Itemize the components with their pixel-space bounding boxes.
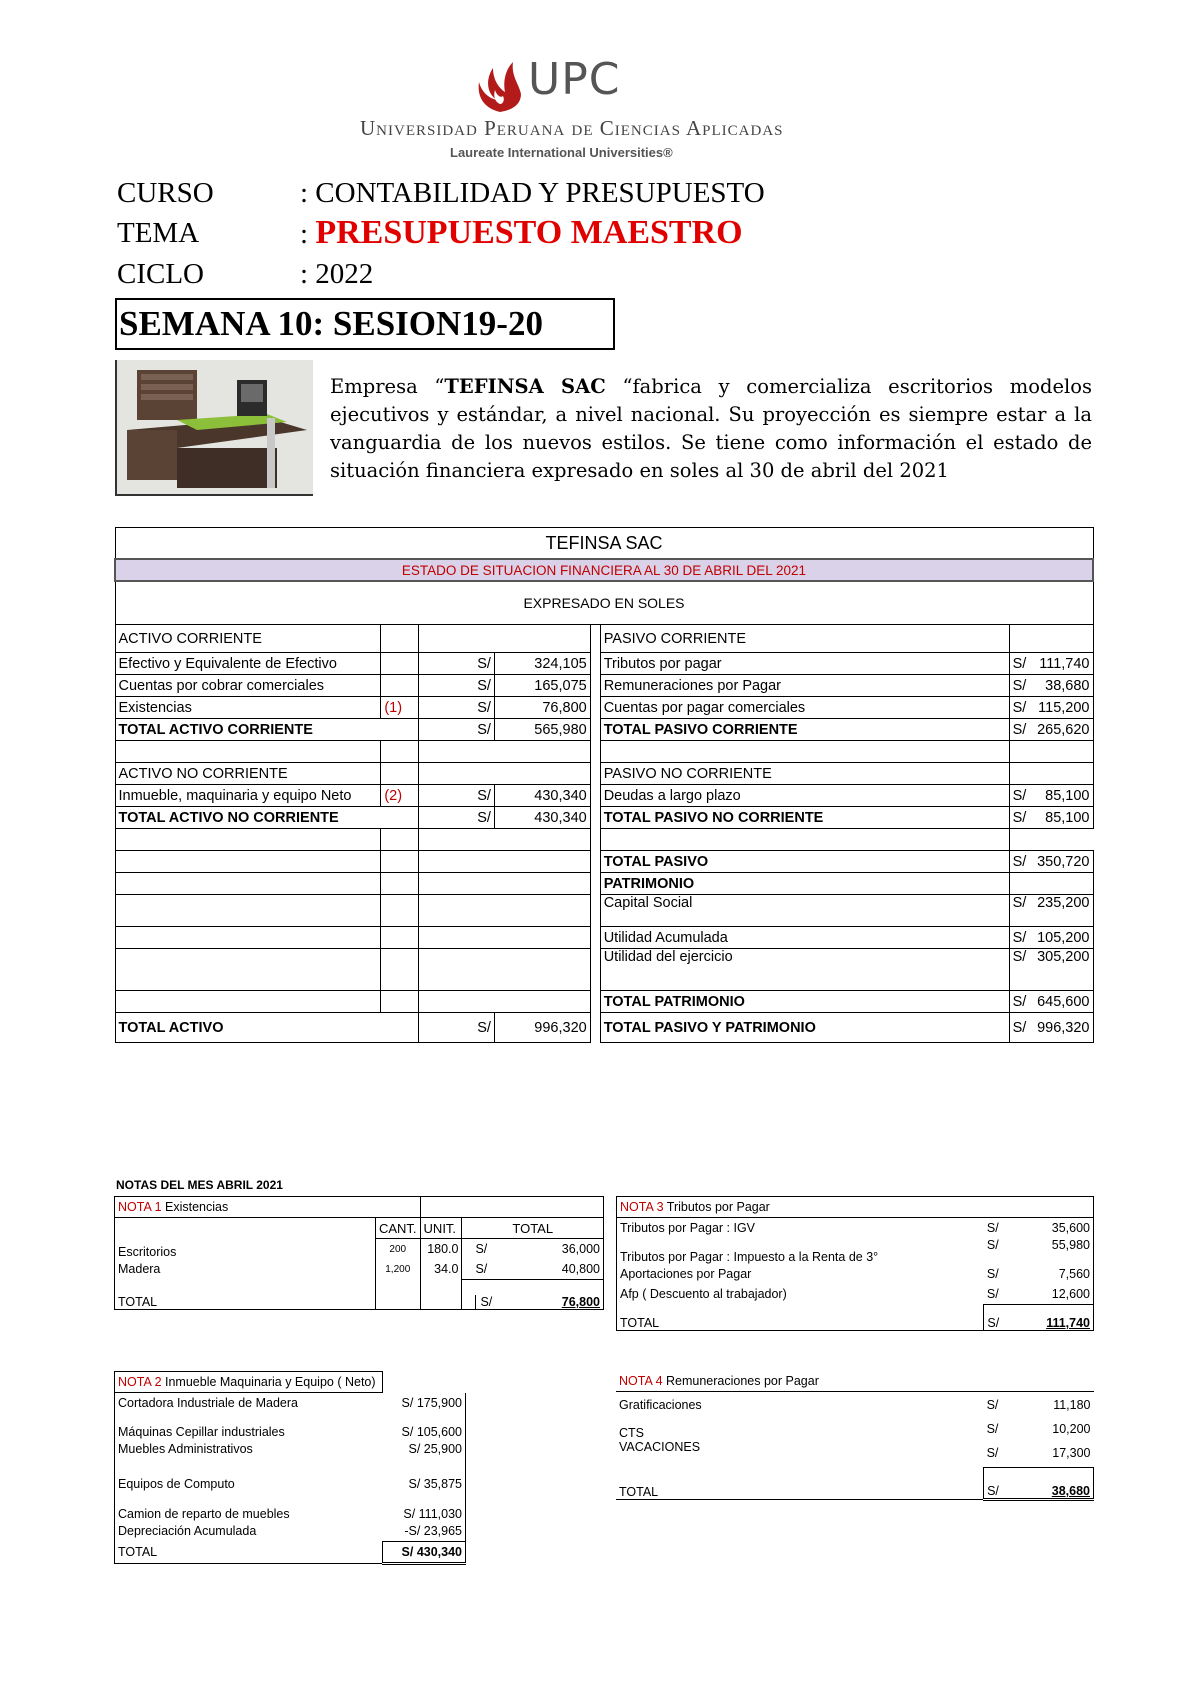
nota1-item-total: 36,000 xyxy=(561,1242,600,1256)
semana-title: SEMANA 10: SESION19-20 xyxy=(115,298,615,350)
nota1-col-cant: CANT. xyxy=(375,1218,420,1239)
currency: S/ xyxy=(986,1267,999,1281)
total-pasivo-label: TOTAL PASIVO xyxy=(600,851,1009,873)
total-pp-cell xyxy=(1009,1013,1093,1043)
nota3-table xyxy=(616,1196,1094,1331)
currency: S/ xyxy=(987,1316,1000,1330)
total-anc-value: 430,340 xyxy=(494,807,590,829)
bs-row xyxy=(115,653,1093,675)
nota2-row xyxy=(115,1413,466,1439)
university-name: Universidad Peruana de Ciencias Aplicadas xyxy=(360,116,784,140)
nota1-item-cant: 200 xyxy=(375,1239,420,1260)
currency: S/ xyxy=(475,1295,492,1309)
nota3-row xyxy=(617,1218,1094,1239)
upc-logo-text: UPC xyxy=(528,54,621,105)
intro-part2: “fabrica y comercializa escritorios modelos ejecutivos y estándar, a nivel nacional. Su proyección es siempre estar a la vanguardia de los nuevos estilos. Se tiene como información el estado de situación financiera expresado en soles al 30 de abril del 2021 xyxy=(330,375,1092,482)
liability-value: 115,200 xyxy=(1038,699,1090,716)
pasivo-corriente-heading: PASIVO CORRIENTE xyxy=(600,625,1009,653)
nota4-item-value: 17,300 xyxy=(1052,1446,1091,1461)
util-acum-label: Utilidad Acumulada xyxy=(600,927,1009,949)
currency: S/ xyxy=(475,1262,488,1276)
nota4-item-label: CTS xyxy=(619,1425,644,1440)
nota1-item-unit: 180.0 xyxy=(420,1239,462,1260)
intro-paragraph xyxy=(330,373,1092,485)
currency: S/ xyxy=(1012,809,1027,826)
nota1-title: Existencias xyxy=(161,1200,229,1214)
patrimonio-heading: PATRIMONIO xyxy=(600,873,1009,895)
nota2-item-value: S/ 25,900 xyxy=(382,1439,465,1459)
currency: S/ xyxy=(1012,787,1027,804)
nota2-item-label: Muebles Administrativos xyxy=(115,1439,383,1459)
nota1-tag: NOTA 1 xyxy=(118,1200,162,1214)
laureate-text: Laureate International Universities® xyxy=(450,145,673,160)
nota4-item-cell xyxy=(984,1392,1094,1418)
nota3-row xyxy=(617,1284,1094,1305)
nota4-title: Remuneraciones por Pagar xyxy=(662,1374,819,1388)
total-ac-label: TOTAL ACTIVO CORRIENTE xyxy=(115,719,419,741)
currency: S/ xyxy=(986,1421,999,1436)
currency: S/ xyxy=(986,1446,999,1461)
deudas-label: Deudas a largo plazo xyxy=(600,785,1009,807)
liability-cell xyxy=(1009,697,1093,719)
activo-no-corriente-heading: ACTIVO NO CORRIENTE xyxy=(115,763,381,785)
currency: S/ xyxy=(1012,677,1027,694)
pasivo-no-corriente-heading: PASIVO NO CORRIENTE xyxy=(600,763,1009,785)
currency: S/ xyxy=(1012,721,1027,738)
total-pnc-value: 85,100 xyxy=(1045,809,1090,826)
liability-value: 38,680 xyxy=(1045,677,1090,694)
asset-label: Existencias xyxy=(115,697,381,719)
total-patrimonio-label: TOTAL PATRIMONIO xyxy=(600,991,1009,1013)
nota1-row xyxy=(115,1259,604,1280)
liability-cell xyxy=(1009,653,1093,675)
nota3-item-cell xyxy=(984,1218,1094,1239)
imc-note: (2) xyxy=(381,785,419,807)
bs-total-row xyxy=(115,719,1093,741)
nota1-table xyxy=(114,1196,604,1310)
nota4-item-value: 11,180 xyxy=(1053,1397,1091,1412)
nota4-item-cell xyxy=(984,1440,1094,1468)
office-desk-photo xyxy=(115,360,313,496)
notes-header: NOTAS DEL MES ABRIL 2021 xyxy=(116,1178,283,1192)
curso-label: CURSO xyxy=(117,177,214,209)
nota1-item-total: 40,800 xyxy=(561,1262,600,1276)
nota3-total-label: TOTAL xyxy=(617,1305,984,1331)
currency: S/ xyxy=(1012,929,1027,946)
nota3-item-value: 55,980 xyxy=(1051,1238,1090,1252)
currency: S/ xyxy=(986,1238,999,1252)
nota2-item-value: S/ 111,030 xyxy=(382,1491,465,1521)
nota2-item-label: Camion de reparto de muebles xyxy=(115,1491,383,1521)
total-pasivo-value: 350,720 xyxy=(1037,853,1090,870)
nota2-item-label: Máquinas Cepillar industriales xyxy=(115,1413,383,1439)
currency: S/ xyxy=(1012,1019,1027,1036)
total-patrimonio-value: 645,600 xyxy=(1037,993,1090,1010)
nota2-item-label: Depreciación Acumulada xyxy=(115,1521,383,1542)
currency: S/ xyxy=(419,653,495,675)
nota3-heading xyxy=(617,1197,1094,1218)
nota2-row xyxy=(115,1459,466,1491)
asset-note: (1) xyxy=(381,697,419,719)
nota1-heading xyxy=(115,1197,421,1218)
bs-row xyxy=(115,697,1093,719)
nota2-row xyxy=(115,1491,466,1521)
liability-label: Remuneraciones por Pagar xyxy=(600,675,1009,697)
currency: S/ xyxy=(1012,853,1027,870)
nota1-col-unit: UNIT. xyxy=(420,1218,462,1239)
total-activo-label: TOTAL ACTIVO xyxy=(115,1013,419,1043)
asset-value: 324,105 xyxy=(494,653,590,675)
nota1-item-total-cell xyxy=(462,1239,604,1260)
asset-note xyxy=(381,653,419,675)
currency: S/ xyxy=(419,807,495,829)
asset-label: Efectivo y Equivalente de Efectivo xyxy=(115,653,381,675)
nota1-item-cant: 1,200 xyxy=(375,1259,420,1280)
nota1-total-cell xyxy=(462,1280,604,1310)
currency: S/ xyxy=(1012,699,1027,716)
nota4-row xyxy=(616,1418,1094,1440)
nota2-item-label: Cortadora Industriale de Madera xyxy=(115,1393,383,1414)
nota2-item-value: -S/ 23,965 xyxy=(382,1521,465,1542)
nota3-item-cell xyxy=(984,1238,1094,1264)
tema-label: TEMA xyxy=(117,217,200,249)
liability-label: Tributos por pagar xyxy=(600,653,1009,675)
total-pasivo-cell xyxy=(1009,851,1093,873)
nota2-table xyxy=(114,1371,466,1565)
intro-part1: Empresa “ xyxy=(330,375,445,398)
nota3-row xyxy=(617,1238,1094,1264)
util-ej-cell xyxy=(1009,949,1093,991)
nota4-item-value: 10,200 xyxy=(1052,1421,1091,1436)
currency: S/ xyxy=(986,1397,999,1412)
liability-value: 111,740 xyxy=(1039,655,1090,672)
total-pp-value: 996,320 xyxy=(1037,1019,1090,1036)
nota3-title: Tributos por Pagar xyxy=(663,1200,770,1214)
total-pc-cell xyxy=(1009,719,1093,741)
total-pp-label: TOTAL PASIVO Y PATRIMONIO xyxy=(600,1013,1009,1043)
total-pc-label: TOTAL PASIVO CORRIENTE xyxy=(600,719,1009,741)
nota2-row xyxy=(115,1521,466,1542)
nota4-tag: NOTA 4 xyxy=(619,1374,663,1388)
capital-cell xyxy=(1009,895,1093,927)
nota2-item-value: S/ 35,875 xyxy=(382,1459,465,1491)
nota4-row xyxy=(616,1392,1094,1418)
nota3-item-label: Tributos por Pagar : IGV xyxy=(617,1218,984,1239)
currency: S/ xyxy=(987,1484,999,1498)
ciclo-label: CICLO xyxy=(117,258,204,290)
imc-value: 430,340 xyxy=(494,785,590,807)
balance-sheet-table xyxy=(114,527,1094,1043)
nota2-tag: NOTA 2 xyxy=(118,1375,162,1389)
nota1-item-total-cell xyxy=(462,1259,604,1280)
nota3-item-value: 7,560 xyxy=(1058,1267,1090,1281)
nota2-heading xyxy=(115,1372,383,1393)
nota4-item-label: Gratificaciones xyxy=(619,1397,702,1412)
nota3-row xyxy=(617,1264,1094,1284)
nota2-item-value: S/ 105,600 xyxy=(382,1413,465,1439)
nota4-heading xyxy=(616,1371,1094,1392)
nota3-tag: NOTA 3 xyxy=(620,1200,664,1214)
nota2-title: Inmueble Maquinaria y Equipo ( Neto) xyxy=(161,1375,376,1389)
activo-corriente-heading: ACTIVO CORRIENTE xyxy=(115,625,381,653)
util-acum-cell xyxy=(1009,927,1093,949)
nota3-item-value: 12,600 xyxy=(1051,1287,1090,1301)
nota3-item-label: Aportaciones por Pagar xyxy=(617,1264,984,1284)
nota4-total-cell xyxy=(984,1468,1094,1500)
ciclo-value: : 2022 xyxy=(300,258,374,290)
nota4-total: 38,680 xyxy=(1051,1484,1090,1498)
nota1-total: 76,800 xyxy=(561,1295,600,1309)
deudas-cell xyxy=(1009,785,1093,807)
util-ej-value: 305,200 xyxy=(1037,949,1090,965)
nota3-item-label: Tributos por Pagar : Impuesto a la Renta de 3° xyxy=(617,1238,984,1264)
currency: S/ xyxy=(1012,949,1027,965)
currency: S/ xyxy=(1012,895,1027,911)
imc-label: Inmueble, maquinaria y equipo Neto xyxy=(115,785,381,807)
currency: S/ xyxy=(419,1013,495,1043)
nota1-item-label: Madera xyxy=(115,1259,376,1280)
total-pc-value: 265,620 xyxy=(1037,721,1090,738)
total-activo-value: 996,320 xyxy=(494,1013,590,1043)
nota3-item-cell xyxy=(984,1264,1094,1284)
total-ac-value: 565,980 xyxy=(494,719,590,741)
nota4-item-label: VACACIONES xyxy=(619,1439,701,1454)
currency: S/ xyxy=(419,785,495,807)
bs-row xyxy=(115,785,1093,807)
bs-total-row xyxy=(115,807,1093,829)
nota2-total-label: TOTAL xyxy=(115,1542,383,1564)
nota2-row xyxy=(115,1393,466,1414)
nota1-row xyxy=(115,1239,604,1260)
nota2-item-value: S/ 175,900 xyxy=(382,1393,465,1414)
nota1-item-unit: 34.0 xyxy=(420,1259,462,1280)
nota1-col-total: TOTAL xyxy=(462,1218,604,1239)
nota3-item-cell xyxy=(984,1284,1094,1305)
currency: S/ xyxy=(419,675,495,697)
currency: S/ xyxy=(1012,993,1027,1010)
total-pnc-cell xyxy=(1009,807,1093,829)
tema-value: PRESUPUESTO MAESTRO xyxy=(315,214,743,251)
total-patrimonio-cell xyxy=(1009,991,1093,1013)
currency: S/ xyxy=(419,697,495,719)
nota3-total-cell xyxy=(984,1305,1094,1331)
currency: S/ xyxy=(475,1242,488,1256)
nota4-table xyxy=(616,1371,1094,1501)
capital-label: Capital Social xyxy=(600,895,1009,927)
bs-row xyxy=(115,675,1093,697)
nota2-total: S/ 430,340 xyxy=(382,1542,465,1564)
nota3-item-value: 35,600 xyxy=(1051,1221,1090,1235)
nota2-item-label: Equipos de Computo xyxy=(115,1459,383,1491)
nota1-total-label: TOTAL xyxy=(115,1280,376,1310)
nota1-item-label: Escritorios xyxy=(115,1239,376,1260)
capital-value: 235,200 xyxy=(1037,895,1090,911)
asset-value: 76,800 xyxy=(494,697,590,719)
nota4-row xyxy=(616,1440,1094,1468)
nota3-total: 111,740 xyxy=(1046,1316,1090,1330)
bs-subtitle: ESTADO DE SITUACION FINANCIERA AL 30 DE ABRIL DEL 2021 xyxy=(115,559,1093,581)
curso-value: : CONTABILIDAD Y PRESUPUESTO xyxy=(300,177,765,209)
currency: S/ xyxy=(419,719,495,741)
tema-sep: : xyxy=(300,218,309,250)
nota3-item-label: Afp ( Descuento al trabajador) xyxy=(617,1284,984,1305)
total-anc-label: TOTAL ACTIVO NO CORRIENTE xyxy=(115,807,419,829)
upc-flame-icon xyxy=(475,58,525,114)
total-pnc-label: TOTAL PASIVO NO CORRIENTE xyxy=(600,807,1009,829)
liability-label: Cuentas por pagar comerciales xyxy=(600,697,1009,719)
upc-logo xyxy=(360,54,784,160)
liability-cell xyxy=(1009,675,1093,697)
nota2-row xyxy=(115,1439,466,1459)
currency: S/ xyxy=(986,1221,999,1235)
util-ej-label: Utilidad del ejercicio xyxy=(600,949,1009,991)
asset-label: Cuentas por cobrar comerciales xyxy=(115,675,381,697)
asset-note xyxy=(381,675,419,697)
nota4-total-label: TOTAL xyxy=(616,1468,984,1500)
bs-title: TEFINSA SAC xyxy=(115,528,1093,560)
currency: S/ xyxy=(986,1287,999,1301)
tema-line xyxy=(300,214,743,252)
asset-value: 165,075 xyxy=(494,675,590,697)
nota4-item-cell xyxy=(984,1418,1094,1440)
intro-company: TEFINSA SAC xyxy=(444,375,606,398)
bs-expressed: EXPRESADO EN SOLES xyxy=(115,581,1093,625)
currency: S/ xyxy=(1012,655,1027,672)
deudas-value: 85,100 xyxy=(1045,787,1090,804)
util-acum-value: 105,200 xyxy=(1037,929,1090,946)
